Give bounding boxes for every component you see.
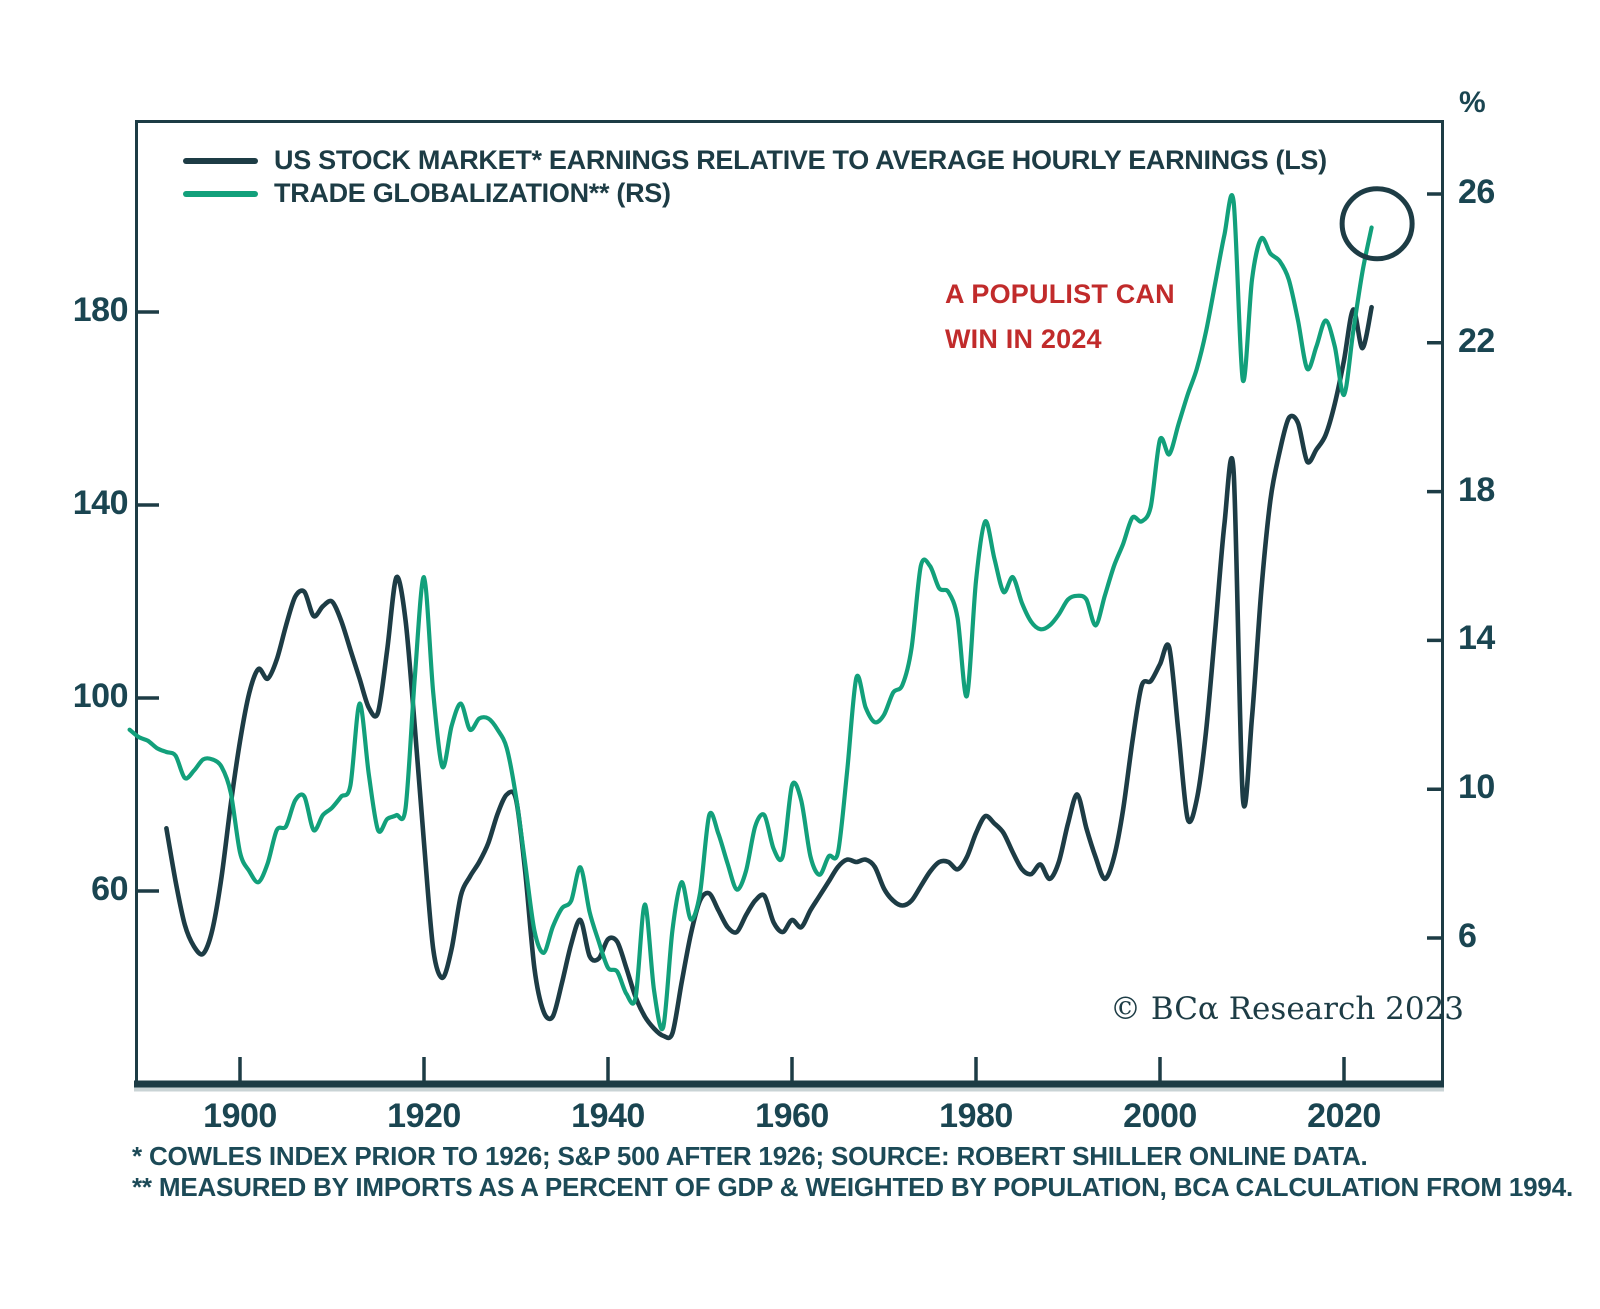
left-axis-label: 140 (72, 484, 128, 522)
navy-line-swatch-icon (183, 158, 258, 164)
footnote-line-1: * COWLES INDEX PRIOR TO 1926; S&P 500 AFTER 1926; SOURCE: ROBERT SHILLER ONLINE DATA. (132, 1141, 1368, 1171)
green-line-swatch-icon (183, 191, 258, 197)
right-axis-label: 14 (1458, 619, 1495, 657)
x-axis-label: 1900 (203, 1097, 277, 1135)
legend-item-trade-globalization (183, 177, 671, 210)
left-axis-label: 60 (91, 870, 128, 908)
legend-label: TRADE GLOBALIZATION** (RS) (274, 178, 671, 208)
right-axis-label: 22 (1458, 322, 1495, 360)
annotation-line-2: WIN IN 2024 (945, 324, 1102, 354)
endpoint-circle-annotation (1342, 189, 1412, 259)
footnote-line-2: ** MEASURED BY IMPORTS AS A PERCENT OF GDP & WEIGHTED BY POPULATION, BCA CALCULATION FROM 1994. (132, 1172, 1573, 1202)
x-axis-label: 1920 (387, 1097, 461, 1135)
right-axis-label: 6 (1458, 917, 1477, 955)
left-axis-label: 180 (72, 291, 128, 329)
annotation-line-1: A POPULIST CAN (945, 279, 1175, 309)
x-axis-label: 2020 (1307, 1097, 1381, 1135)
right-axis-label: 26 (1458, 173, 1495, 211)
x-axis-label: 2000 (1123, 1097, 1197, 1135)
right-axis-label: 10 (1458, 768, 1495, 806)
x-axis-label: 1980 (939, 1097, 1013, 1135)
right-axis-label: 18 (1458, 471, 1495, 509)
copyright-notice: © BCα Research 2023 (1110, 991, 1465, 1027)
x-axis-label: 1940 (571, 1097, 645, 1135)
x-axis-label: 1960 (755, 1097, 829, 1135)
legend-label: US STOCK MARKET* EARNINGS RELATIVE TO AVERAGE HOURLY EARNINGS (LS) (274, 145, 1327, 175)
stock-earnings-line (166, 307, 1371, 1038)
left-axis-label: 100 (72, 677, 128, 715)
right-axis-unit: % (1459, 86, 1486, 119)
legend-item-stock-earnings (183, 144, 1327, 177)
